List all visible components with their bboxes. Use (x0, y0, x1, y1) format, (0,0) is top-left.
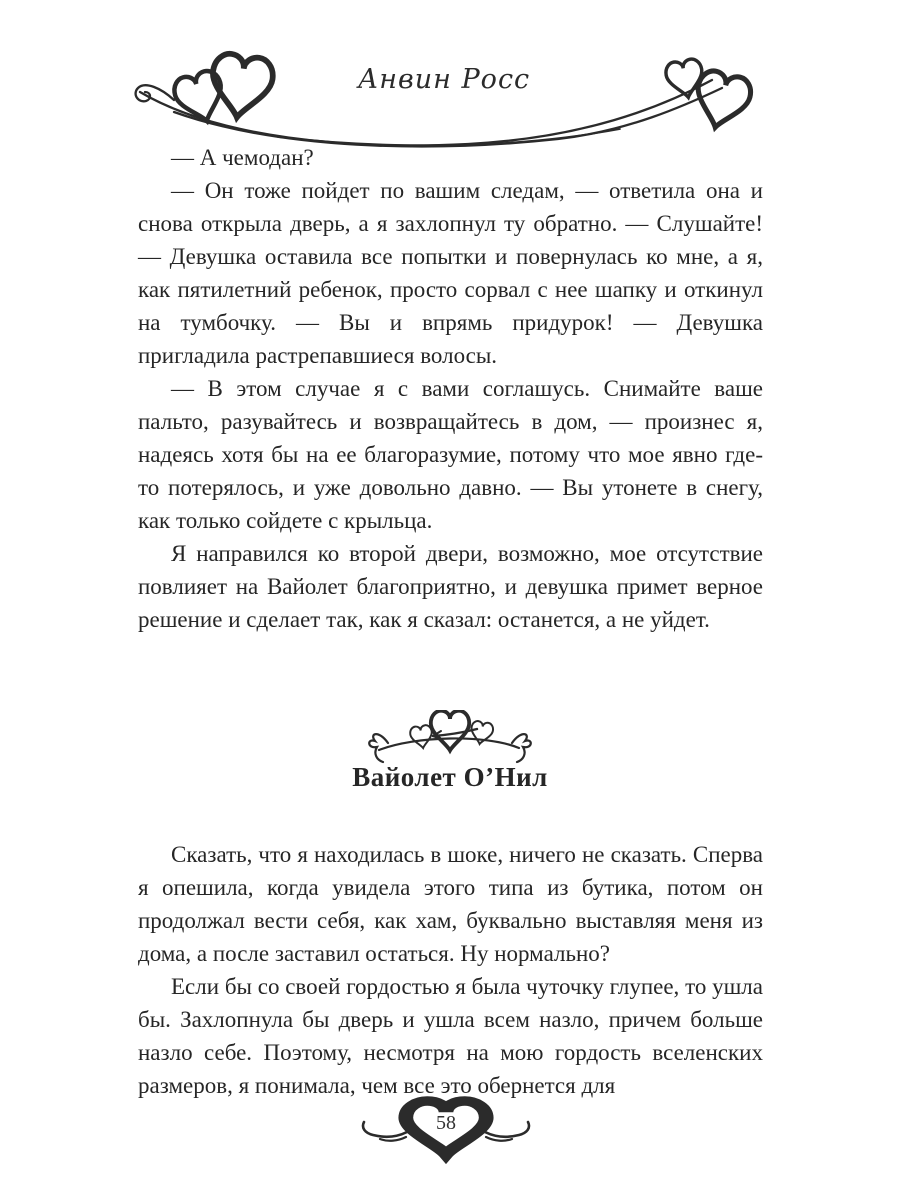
section-title: Вайолет О’Нил (352, 762, 548, 792)
paragraph: — А чемодан? (171, 145, 314, 170)
body-text-bottom (138, 838, 763, 1102)
page-number: 58 (436, 1112, 456, 1134)
hearts-arrow-divider-icon (365, 710, 535, 768)
paragraph: Я направился ко второй двери, возможно, мое отсутствие повлияет на Вайолет благоприятно, и девушка примет верное решение и сделает так, как я сказал: останется, а не уйдет. (138, 541, 763, 632)
paragraph: Сказать, что я находилась в шоке, ничего не сказать. Сперва я опешила, когда увидела этого типа из бутика, потом он продолжал вести себя, как хам, буквально выставляя меня из дома, а после заставил остаться. Ну нормально? (138, 842, 763, 966)
paragraph: — Он тоже пойдет по вашим следам, — ответила она и снова открыла дверь, а я захлопнул ту обратно. — Слушайте! — Девушка оставила все попытки и повернулась ко мне, а я, как пятилетний ребенок, просто сорвал с нее шапку и откинул на тумбочку. — Вы и впрямь придурок! — Девушка пригладила растрепавшиеся волосы. (138, 178, 763, 368)
paragraph: — В этом случае я с вами соглашусь. Снимайте ваше пальто, разувайтесь и возвращайтесь в дом, — произнес я, надеясь хотя бы на ее благоразумие, потому что мое явно где-то потерялось, и уже довольно давно. — Вы утонете в снегу, как только сойдете с крыльца. (138, 376, 763, 533)
author-name: Анвин Росс (357, 64, 531, 95)
paragraph: Если бы со своей гордостью я была чуточку глупее, то ушла бы. Захлопнула бы дверь и ушла всем назло, причем больше назло себе. Поэтому, несмотря на мою гордость вселенских размеров, я понимала, чем все это обернется для (138, 974, 763, 1098)
body-text-top (138, 141, 763, 636)
